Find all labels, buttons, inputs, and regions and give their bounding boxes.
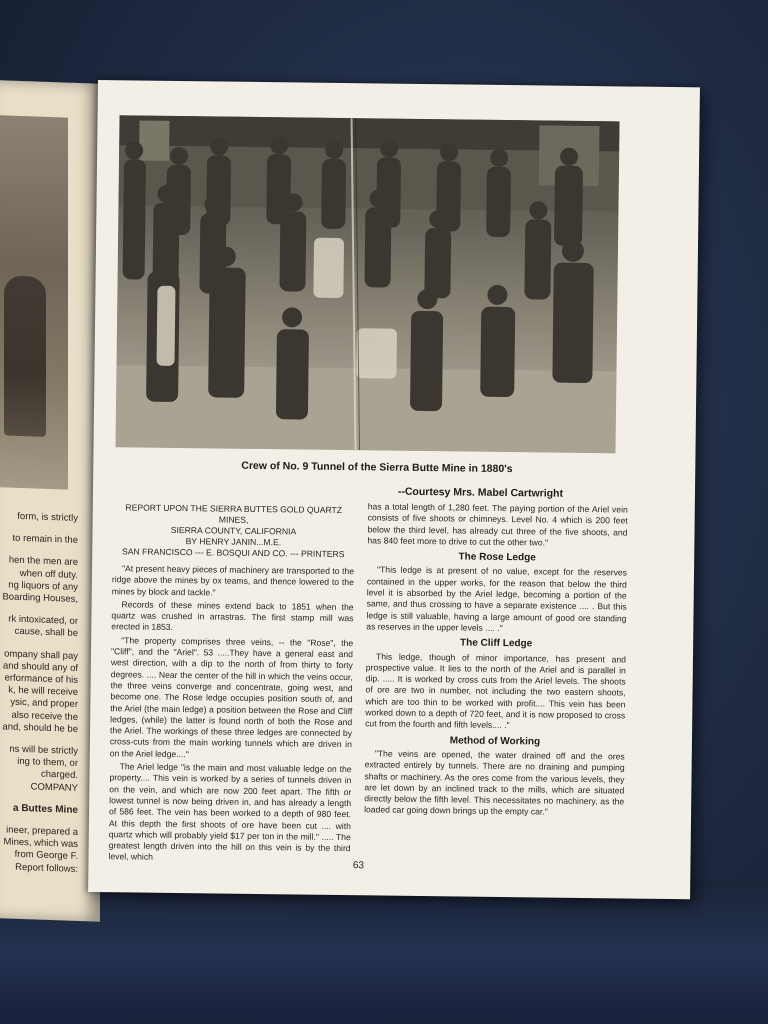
report-heading-line: REPORT UPON THE SIERRA BUTTES GOLD QUARTZ MINES, bbox=[125, 502, 343, 525]
miners-crew-photo-icon bbox=[116, 115, 620, 453]
left-photo-figure bbox=[4, 275, 46, 436]
section-heading: Method of Working bbox=[449, 734, 541, 748]
left-line: to remain in the bbox=[12, 532, 78, 547]
left-line: and, should he be bbox=[2, 721, 78, 735]
left-line: cause, shall be bbox=[14, 626, 78, 640]
left-line: Mines, which was bbox=[3, 836, 78, 851]
paragraph: This ledge, though of minor importance, has present and prospective value. It lies to the north of the Ariel and is parallel in dip. ..... It is worked by cross cuts from the Ariel levels. The shoots of ore are two in number, not including the two eastern shoots, which are too thin to be worked with profit.... This vein has been worked down to a depth of 720 feet, and it is now proposed to cross cut from the fourth and fifth levels.... ." bbox=[365, 651, 627, 731]
left-line: charged. bbox=[41, 769, 78, 782]
report-heading-line: SIERRA COUNTY, CALIFORNIA bbox=[170, 524, 297, 537]
left-line: Boarding Houses, bbox=[2, 591, 78, 605]
paragraph: "The property comprises three veins, -- the "Rose", the "Cliff", and the "Ariel". 53 .....They have a general east and west direction, with a dip to the north of from thirty to forty degrees. .... Near the center of the hill in which the veins occur, the three veins converge and concentrate, going west, and become one. The Rose ledge occupies position south of, and the Ariel (the main ledge) a position between the Rose and Cliff ledges, (while) the latter is found north of both the Rose and the Ariel. The workings of these three ledges are connected by cross-cuts from the main working tunnels which are driven in on the Ariel ledge...." bbox=[109, 635, 354, 759]
right-page bbox=[88, 80, 700, 899]
left-line: when off duty. bbox=[19, 567, 78, 581]
report-heading-line: BY HENRY JANIN...M.E. bbox=[185, 536, 282, 548]
section-heading: The Cliff Ledge bbox=[459, 637, 533, 650]
group-portrait-photo bbox=[116, 115, 620, 453]
left-page bbox=[0, 80, 100, 921]
left-line: ng liquors of any bbox=[8, 579, 78, 593]
report-heading bbox=[112, 502, 355, 560]
left-line: and should any of bbox=[2, 660, 78, 674]
left-line: COMPANY bbox=[30, 780, 78, 794]
left-line: also receive the bbox=[11, 709, 78, 723]
paragraph: Records of these mines extend back to 1851 when the quartz was crushed in arrastras. The first stamp mill was erected in 1853. bbox=[111, 599, 354, 633]
left-line: hen the men are bbox=[8, 554, 78, 569]
left-line: ysic, and proper bbox=[10, 697, 78, 711]
paragraph: has a total length of 1,280 feet. The paying portion of the Ariel vein consists of five shoots or chimneys. Level No. 4 which is 200 feet below the third level, has already cut three of the five shoots, and has 840 feet more to drive to cut the other two." bbox=[367, 501, 628, 548]
report-heading-line: SAN FRANCISCO --- E. BOSQUI AND CO. --- PRINTERS bbox=[121, 546, 345, 560]
section-heading: The Rose Ledge bbox=[458, 551, 536, 564]
paragraph: "The veins are opened, the water drained off and the ores extracted entirely by tunnels. There are no draining and pumping shafts or machinery. As the ores come from the various levels, they are let down by an inclined track to the mills, which are situated directly below the fifth level. This necessitates no machinery, as the loaded car going down brings up the empty car." bbox=[364, 748, 625, 817]
left-line: rk intoxicated, or bbox=[8, 613, 78, 628]
photo-caption: Crew of No. 9 Tunnel of the Sierra Butte Mine in 1880's bbox=[241, 459, 513, 476]
paragraph: The Ariel ledge "is the main and most valuable ledge on the property.... This vein is worked by a series of tunnels driven in on the vein, and which are now 200 feet apart. The fifth or lowest tunnel is now being driven in, and has already a length of 586 feet. The vein has been worked to a depth of 980 feet. At this depth the first shoots of ore have been cut .... with quartz which will probably yield $17 per ton in the mill." ..... The greatest length driven into the hill on this vein is by the third level, which bbox=[108, 761, 352, 863]
left-page-heading: a Buttes Mine bbox=[12, 802, 78, 816]
left-line: from George F. bbox=[14, 849, 78, 863]
text-column-left bbox=[108, 502, 354, 868]
left-page-text bbox=[0, 510, 78, 876]
text-column-right bbox=[364, 501, 628, 821]
left-line: ing to them, or bbox=[17, 756, 78, 770]
left-line: ns will be strictly bbox=[9, 743, 78, 758]
paragraph: "This ledge is at present of no value, except for the reserves contained in the upper works, for the reason that below the third level it is absorbed by the Ariel ledge, becoming a portion of the same, and thus crossing to have a separate existence .... . But this ledge is still valuable, having a large amount of good ore standing as reserves in the upper levels .... ." bbox=[366, 564, 628, 633]
fabric-background bbox=[0, 880, 768, 1024]
left-line: Report follows: bbox=[15, 861, 78, 875]
left-line: erformance of his bbox=[4, 672, 78, 687]
left-line: ompany shall pay bbox=[4, 648, 78, 662]
paragraph: "At present heavy pieces of machinery are transported to the ridge above the mines by ox teams, and thence lowered to the mines by block and tackle." bbox=[111, 563, 355, 598]
left-line: form, is strictly bbox=[17, 510, 78, 524]
left-line: k, he will receive bbox=[8, 684, 78, 699]
page-number: 63 bbox=[352, 860, 365, 872]
left-line: ineer, prepared a bbox=[6, 824, 78, 839]
left-page-photo bbox=[0, 115, 68, 489]
photo-credit: --Courtesy Mrs. Mabel Cartwright bbox=[397, 485, 564, 500]
